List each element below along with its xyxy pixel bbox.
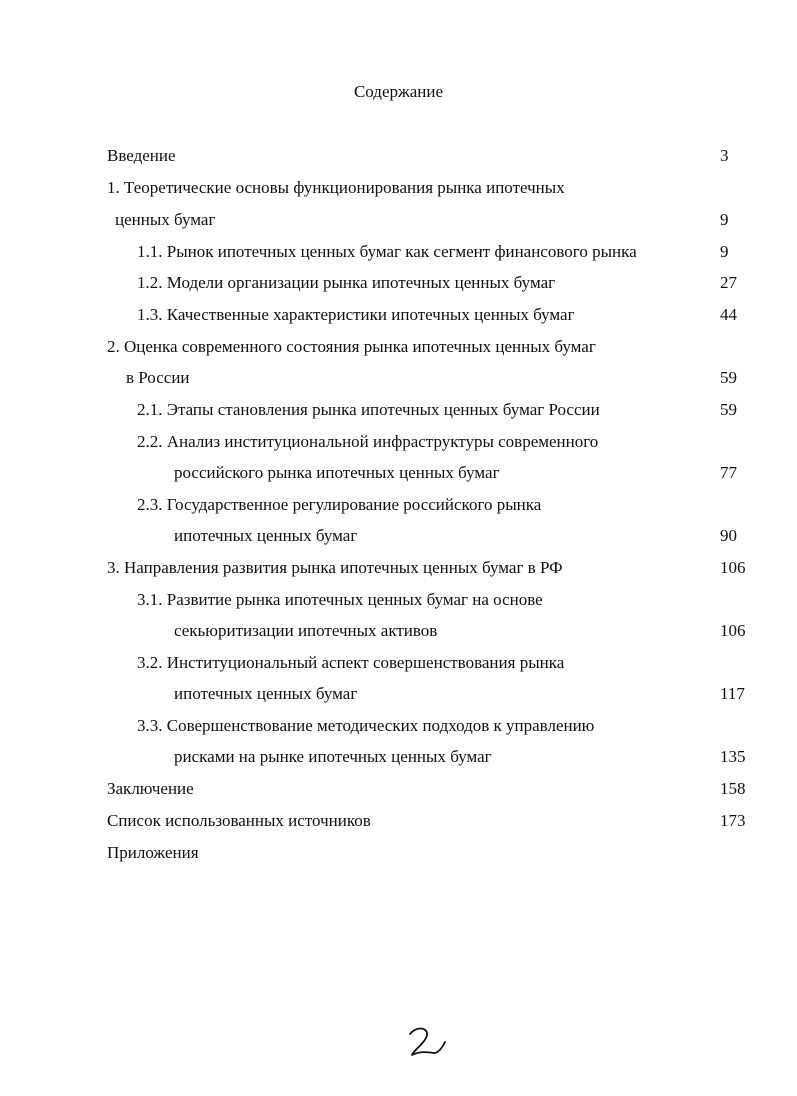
toc-entry-text: 3.2. Институциональный аспект совершенствования рынка <box>137 653 565 672</box>
toc-entry-page: 158 <box>720 779 746 798</box>
page-title: Содержание <box>353 82 444 101</box>
toc-entry-page: 106 <box>720 621 746 640</box>
toc-entry-text: 3. Направления развития рынка ипотечных ценных бумаг в РФ <box>107 558 563 577</box>
toc-entry-text: 1.2. Модели организации рынка ипотечных ценных бумаг <box>137 273 556 292</box>
toc-entry-page: 9 <box>720 242 729 261</box>
toc-entry-text: Список использованных источников <box>107 811 371 830</box>
handwritten-page-number <box>398 1024 458 1064</box>
toc-entry-page: 44 <box>720 305 737 324</box>
toc-entry-page: 9 <box>720 210 729 229</box>
toc-entry-page: 59 <box>720 368 737 387</box>
toc-entry-text: 2.2. Анализ институциональной инфраструктуры современного <box>137 432 599 451</box>
toc-entry-page: 173 <box>720 811 746 830</box>
toc-entry-text: Приложения <box>107 843 199 862</box>
toc-entry-text: российского рынка ипотечных ценных бумаг <box>174 463 500 482</box>
toc-entry-text: 2.1. Этапы становления рынка ипотечных ценных бумаг России <box>137 400 600 419</box>
toc-entry-text: Заключение <box>107 779 194 798</box>
toc-entry-page: 135 <box>720 747 746 766</box>
toc-entry-page: 59 <box>720 400 737 419</box>
toc-entry-text: ипотечных ценных бумаг <box>174 684 358 703</box>
toc-entry-text: 2. Оценка современного состояния рынка ипотечных ценных бумаг <box>107 337 596 356</box>
toc-entry-text: рисками на рынке ипотечных ценных бумаг <box>174 747 492 766</box>
toc-entry-page: 90 <box>720 526 737 545</box>
toc-entry-text: в России <box>126 368 190 387</box>
toc-entry-text: 2.3. Государственное регулирование российского рынка <box>137 495 542 514</box>
toc-entry-page: 117 <box>720 684 745 703</box>
toc-entry-text: ипотечных ценных бумаг <box>174 526 358 545</box>
toc-entry-page: 106 <box>720 558 746 577</box>
toc-entry-text: 1. Теоретические основы функционирования рынка ипотечных <box>107 178 565 197</box>
toc-entry-text: 1.1. Рынок ипотечных ценных бумаг как сегмент финансового рынка <box>137 242 637 261</box>
toc-entry-text: 1.3. Качественные характеристики ипотечных ценных бумаг <box>137 305 575 324</box>
toc-entry-page: 27 <box>720 273 737 292</box>
toc-entry-text: Введение <box>107 146 176 165</box>
toc-entry-text: ценных бумаг <box>115 210 216 229</box>
toc-entry-text: 3.3. Совершенствование методических подходов к управлению <box>137 716 595 735</box>
toc-entry-text: секьюритизации ипотечных активов <box>174 621 438 640</box>
toc-entry-text: 3.1. Развитие рынка ипотечных ценных бумаг на основе <box>137 590 543 609</box>
toc-entry-page: 3 <box>720 146 729 165</box>
toc-entry-page: 77 <box>720 463 737 482</box>
